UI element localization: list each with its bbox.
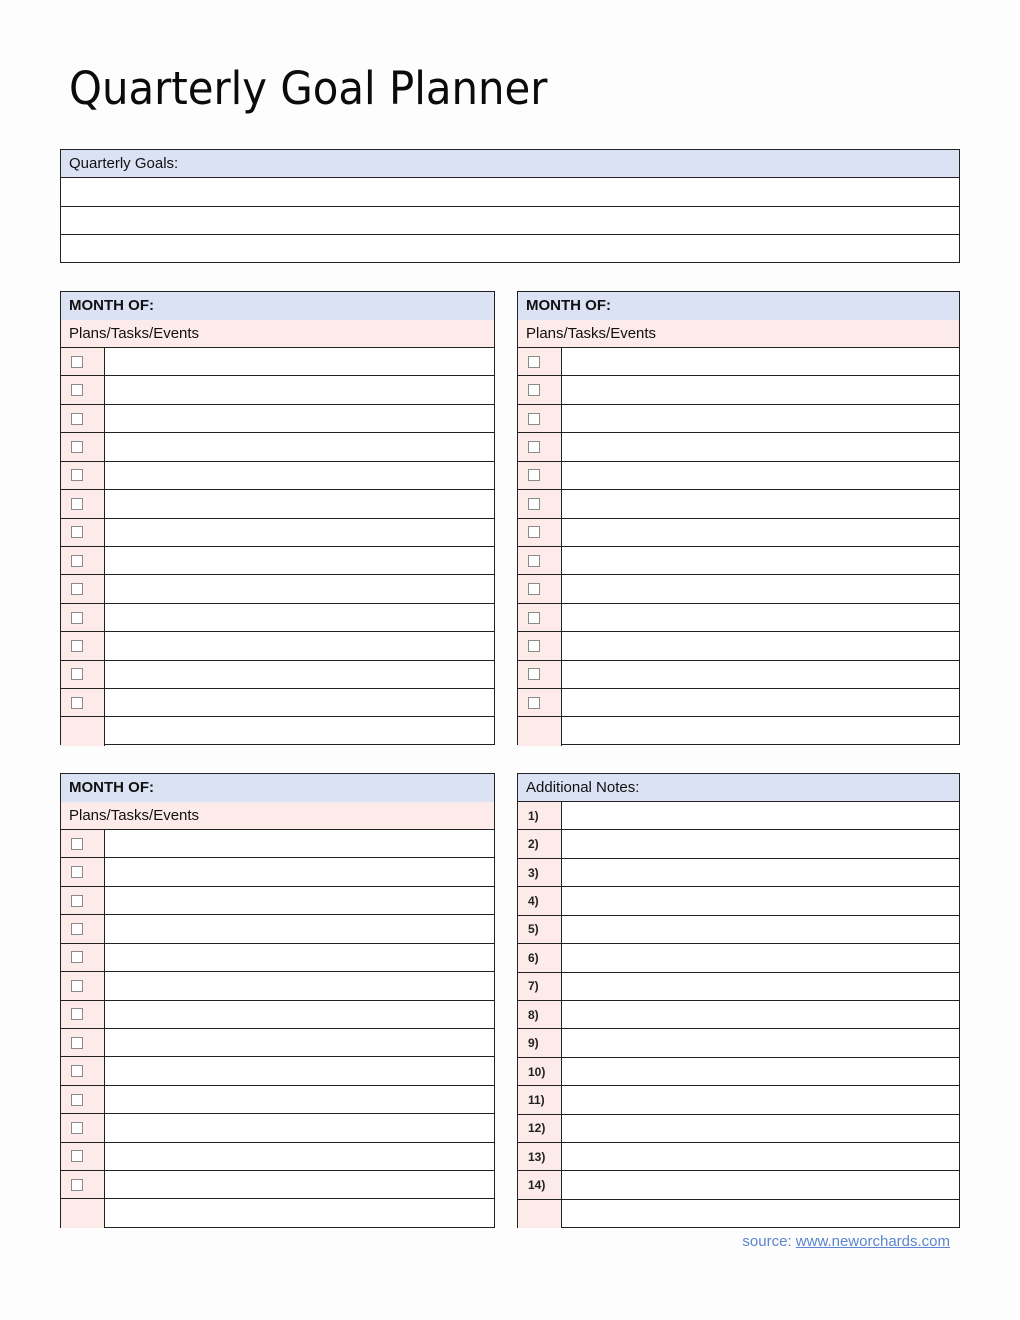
month-header: MONTH OF: xyxy=(518,292,959,320)
task-line[interactable] xyxy=(105,915,494,942)
task-row xyxy=(518,717,959,745)
note-number: 2) xyxy=(518,830,562,857)
checkbox-icon[interactable] xyxy=(71,923,83,935)
checkbox-cell xyxy=(61,1086,105,1113)
checkbox-cell xyxy=(518,604,562,631)
plans-subheader: Plans/Tasks/Events xyxy=(518,320,959,348)
task-row xyxy=(61,547,494,575)
task-row xyxy=(518,661,959,689)
note-row xyxy=(518,859,959,887)
source-link[interactable]: www.neworchards.com xyxy=(795,1233,950,1250)
checkbox-cell xyxy=(518,519,562,546)
task-row xyxy=(518,547,959,575)
checkbox-cell xyxy=(518,689,562,716)
task-line[interactable] xyxy=(562,433,959,460)
checkbox-cell xyxy=(61,433,105,460)
note-number: 7) xyxy=(518,973,562,1000)
checkbox-icon[interactable] xyxy=(71,640,83,652)
checkbox-icon[interactable] xyxy=(71,697,83,709)
task-row xyxy=(61,462,494,490)
checkbox-icon[interactable] xyxy=(528,555,540,567)
month-header: MONTH OF: xyxy=(61,292,494,320)
note-number xyxy=(518,1200,562,1228)
note-number: 3) xyxy=(518,859,562,886)
task-row xyxy=(518,632,959,660)
goal-line[interactable] xyxy=(61,178,959,207)
task-row xyxy=(518,519,959,547)
checkbox-icon[interactable] xyxy=(71,895,83,907)
checkbox-cell xyxy=(61,972,105,999)
task-line[interactable] xyxy=(562,462,959,489)
checkbox-cell xyxy=(61,689,105,716)
task-row xyxy=(61,433,494,461)
note-number: 10) xyxy=(518,1058,562,1085)
checkbox-cell xyxy=(61,405,105,432)
note-line[interactable] xyxy=(562,916,959,943)
task-line[interactable] xyxy=(105,858,494,885)
note-number: 4) xyxy=(518,887,562,914)
task-line[interactable] xyxy=(105,887,494,914)
notes-header: Additional Notes: xyxy=(518,774,959,802)
checkbox-cell xyxy=(61,1171,105,1198)
note-line[interactable] xyxy=(562,887,959,914)
task-row xyxy=(61,575,494,603)
checkbox-icon[interactable] xyxy=(71,583,83,595)
checkbox-icon[interactable] xyxy=(71,1150,83,1162)
note-row xyxy=(518,1143,959,1171)
month-header: MONTH OF: xyxy=(61,774,494,802)
task-row xyxy=(61,376,494,404)
checkbox-cell xyxy=(61,490,105,517)
task-line[interactable] xyxy=(105,944,494,971)
task-line[interactable] xyxy=(562,405,959,432)
checkbox-cell xyxy=(518,433,562,460)
task-row xyxy=(518,405,959,433)
checkbox-icon[interactable] xyxy=(71,1179,83,1191)
task-row xyxy=(61,1171,494,1199)
checkbox-icon[interactable] xyxy=(528,469,540,481)
checkbox-icon[interactable] xyxy=(71,951,83,963)
note-row xyxy=(518,973,959,1001)
note-line[interactable] xyxy=(562,1029,959,1056)
task-row xyxy=(61,632,494,660)
checkbox-cell xyxy=(61,830,105,857)
checkbox-cell xyxy=(518,462,562,489)
note-line[interactable] xyxy=(562,802,959,829)
task-row xyxy=(518,689,959,717)
note-line[interactable] xyxy=(562,1058,959,1085)
page-title: Quarterly Goal Planner xyxy=(69,62,548,115)
checkbox-icon[interactable] xyxy=(71,980,83,992)
month-box-1 xyxy=(60,291,495,745)
checkbox-icon[interactable] xyxy=(528,498,540,510)
source-prefix: source: xyxy=(742,1233,796,1250)
checkbox-cell xyxy=(518,661,562,688)
task-row xyxy=(61,1029,494,1057)
note-row xyxy=(518,1200,959,1228)
task-line[interactable] xyxy=(105,348,494,375)
checkbox-icon[interactable] xyxy=(71,498,83,510)
note-number: 5) xyxy=(518,916,562,943)
checkbox-cell xyxy=(518,376,562,403)
checkbox-cell xyxy=(61,1143,105,1170)
task-line[interactable] xyxy=(562,604,959,631)
task-line[interactable] xyxy=(105,1001,494,1028)
checkbox-icon[interactable] xyxy=(528,384,540,396)
note-line[interactable] xyxy=(562,1001,959,1028)
task-row xyxy=(61,887,494,915)
quarterly-goals-box xyxy=(60,149,960,263)
task-row xyxy=(518,348,959,376)
checkbox-icon[interactable] xyxy=(528,697,540,709)
task-row xyxy=(61,519,494,547)
checkbox-cell xyxy=(518,632,562,659)
task-row xyxy=(61,717,494,745)
checkbox-icon[interactable] xyxy=(71,1008,83,1020)
source-credit xyxy=(742,1233,950,1250)
checkbox-cell xyxy=(61,915,105,942)
task-line[interactable] xyxy=(105,604,494,631)
task-line[interactable] xyxy=(105,632,494,659)
checkbox-icon[interactable] xyxy=(71,1122,83,1134)
task-line[interactable] xyxy=(105,490,494,517)
checkbox-icon[interactable] xyxy=(528,526,540,538)
checkbox-cell xyxy=(61,376,105,403)
checkbox-icon[interactable] xyxy=(71,612,83,624)
task-row xyxy=(61,1001,494,1029)
month-box-3 xyxy=(60,773,495,1228)
task-line[interactable] xyxy=(105,405,494,432)
goal-line[interactable] xyxy=(61,235,959,264)
quarterly-goals-header: Quarterly Goals: xyxy=(61,150,959,178)
checkbox-icon[interactable] xyxy=(71,668,83,680)
checkbox-cell xyxy=(61,661,105,688)
task-row xyxy=(61,490,494,518)
task-row xyxy=(61,604,494,632)
task-line[interactable] xyxy=(562,547,959,574)
checkbox-cell xyxy=(518,490,562,517)
checkbox-icon[interactable] xyxy=(71,1094,83,1106)
task-row xyxy=(61,1114,494,1142)
note-row xyxy=(518,1001,959,1029)
task-row xyxy=(61,661,494,689)
task-row xyxy=(518,433,959,461)
checkbox-icon[interactable] xyxy=(71,866,83,878)
task-line[interactable] xyxy=(105,376,494,403)
task-row xyxy=(61,830,494,858)
additional-notes-box xyxy=(517,773,960,1228)
month-box-2 xyxy=(517,291,960,745)
checkbox-cell xyxy=(61,944,105,971)
checkbox-cell xyxy=(518,405,562,432)
checkbox-cell xyxy=(518,717,562,745)
task-row xyxy=(61,1199,494,1227)
task-line[interactable] xyxy=(562,661,959,688)
task-line[interactable] xyxy=(105,661,494,688)
task-line[interactable] xyxy=(105,1029,494,1056)
checkbox-cell xyxy=(61,1001,105,1028)
checkbox-icon[interactable] xyxy=(71,413,83,425)
note-number: 11) xyxy=(518,1086,562,1113)
note-row xyxy=(518,887,959,915)
checkbox-icon[interactable] xyxy=(71,526,83,538)
note-row xyxy=(518,802,959,830)
note-number: 14) xyxy=(518,1171,562,1198)
task-line[interactable] xyxy=(562,348,959,375)
task-line[interactable] xyxy=(562,632,959,659)
checkbox-icon[interactable] xyxy=(71,555,83,567)
checkbox-cell xyxy=(61,1199,105,1227)
checkbox-icon[interactable] xyxy=(71,1037,83,1049)
checkbox-icon[interactable] xyxy=(528,441,540,453)
task-line[interactable] xyxy=(105,1171,494,1198)
note-row xyxy=(518,830,959,858)
task-row xyxy=(61,689,494,717)
note-number: 1) xyxy=(518,802,562,829)
task-line[interactable] xyxy=(105,717,494,745)
task-line[interactable] xyxy=(105,1199,494,1227)
task-line[interactable] xyxy=(105,972,494,999)
note-line[interactable] xyxy=(562,1171,959,1198)
task-line[interactable] xyxy=(105,689,494,716)
checkbox-icon[interactable] xyxy=(528,583,540,595)
task-row xyxy=(61,348,494,376)
task-row xyxy=(518,575,959,603)
task-row xyxy=(518,462,959,490)
task-row xyxy=(61,1143,494,1171)
task-line[interactable] xyxy=(562,490,959,517)
task-row xyxy=(61,858,494,886)
checkbox-cell xyxy=(61,1029,105,1056)
goal-line[interactable] xyxy=(61,207,959,236)
plans-subheader: Plans/Tasks/Events xyxy=(61,802,494,830)
task-line[interactable] xyxy=(105,830,494,857)
task-line[interactable] xyxy=(105,433,494,460)
note-line[interactable] xyxy=(562,859,959,886)
task-line[interactable] xyxy=(105,1143,494,1170)
task-line[interactable] xyxy=(105,547,494,574)
checkbox-cell xyxy=(518,575,562,602)
task-line[interactable] xyxy=(105,1057,494,1084)
task-line[interactable] xyxy=(562,376,959,403)
checkbox-cell xyxy=(61,858,105,885)
task-row xyxy=(518,376,959,404)
task-line[interactable] xyxy=(105,462,494,489)
checkbox-icon[interactable] xyxy=(71,838,83,850)
checkbox-icon[interactable] xyxy=(528,640,540,652)
note-line[interactable] xyxy=(562,1143,959,1170)
task-line[interactable] xyxy=(105,1086,494,1113)
checkbox-cell xyxy=(518,547,562,574)
checkbox-icon[interactable] xyxy=(71,469,83,481)
task-line[interactable] xyxy=(562,717,959,745)
task-row xyxy=(518,490,959,518)
checkbox-cell xyxy=(61,632,105,659)
checkbox-cell xyxy=(61,547,105,574)
note-row xyxy=(518,1029,959,1057)
checkbox-icon[interactable] xyxy=(71,356,83,368)
note-line[interactable] xyxy=(562,973,959,1000)
task-line[interactable] xyxy=(562,519,959,546)
note-line[interactable] xyxy=(562,830,959,857)
checkbox-cell xyxy=(61,717,105,745)
note-line[interactable] xyxy=(562,1086,959,1113)
checkbox-cell xyxy=(61,519,105,546)
task-row xyxy=(61,1057,494,1085)
task-line[interactable] xyxy=(562,689,959,716)
checkbox-icon[interactable] xyxy=(528,612,540,624)
note-row xyxy=(518,1086,959,1114)
checkbox-cell xyxy=(61,575,105,602)
checkbox-icon[interactable] xyxy=(71,441,83,453)
checkbox-icon[interactable] xyxy=(528,356,540,368)
note-row xyxy=(518,916,959,944)
task-line[interactable] xyxy=(105,519,494,546)
note-line[interactable] xyxy=(562,1115,959,1142)
task-row xyxy=(61,972,494,1000)
task-row xyxy=(61,944,494,972)
checkbox-cell xyxy=(61,462,105,489)
task-row xyxy=(61,1086,494,1114)
checkbox-cell xyxy=(61,887,105,914)
task-line[interactable] xyxy=(105,575,494,602)
task-line[interactable] xyxy=(562,575,959,602)
note-number: 13) xyxy=(518,1143,562,1170)
checkbox-cell xyxy=(518,348,562,375)
task-row xyxy=(61,405,494,433)
note-row xyxy=(518,944,959,972)
task-row xyxy=(61,915,494,943)
checkbox-cell xyxy=(61,604,105,631)
task-line[interactable] xyxy=(105,1114,494,1141)
note-number: 9) xyxy=(518,1029,562,1056)
checkbox-icon[interactable] xyxy=(71,1065,83,1077)
note-number: 8) xyxy=(518,1001,562,1028)
task-row xyxy=(518,604,959,632)
note-number: 12) xyxy=(518,1115,562,1142)
note-row xyxy=(518,1171,959,1199)
note-number: 6) xyxy=(518,944,562,971)
checkbox-cell xyxy=(61,1057,105,1084)
note-line[interactable] xyxy=(562,1200,959,1228)
checkbox-icon[interactable] xyxy=(71,384,83,396)
note-line[interactable] xyxy=(562,944,959,971)
note-row xyxy=(518,1115,959,1143)
note-row xyxy=(518,1058,959,1086)
checkbox-cell xyxy=(61,348,105,375)
checkbox-icon[interactable] xyxy=(528,413,540,425)
plans-subheader: Plans/Tasks/Events xyxy=(61,320,494,348)
checkbox-cell xyxy=(61,1114,105,1141)
checkbox-icon[interactable] xyxy=(528,668,540,680)
